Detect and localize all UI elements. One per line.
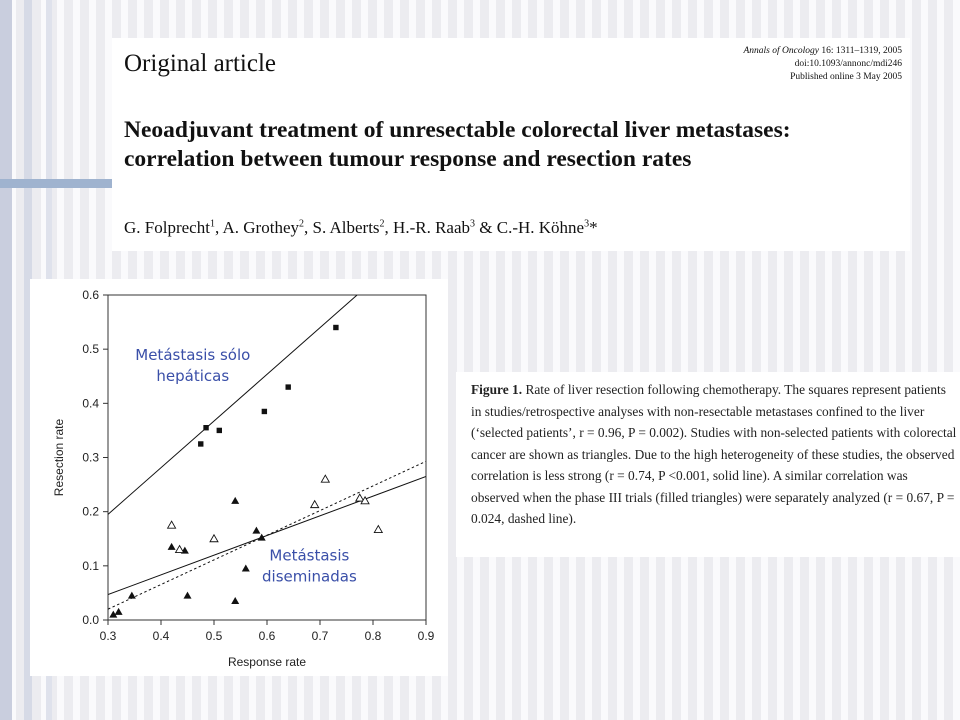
author-separator: , bbox=[303, 218, 313, 237]
background-stripe bbox=[0, 0, 12, 720]
square-point bbox=[203, 425, 208, 430]
y-tick-label: 0.4 bbox=[82, 396, 99, 411]
y-axis-label: Resection rate bbox=[52, 418, 66, 497]
y-tick-label: 0.1 bbox=[82, 558, 99, 573]
fit-line-phase-iii bbox=[108, 461, 426, 609]
published-date: Published online 3 May 2005 bbox=[790, 72, 902, 82]
journal-name: Annals of Oncology bbox=[743, 46, 819, 56]
open-triangle-point bbox=[374, 526, 382, 533]
author-separator: , bbox=[384, 218, 394, 237]
filled-triangle-point bbox=[258, 534, 266, 541]
filled-triangle-point bbox=[168, 543, 176, 550]
open-triangle-point bbox=[311, 501, 319, 508]
open-triangle-point bbox=[176, 546, 184, 553]
figure-caption bbox=[456, 372, 960, 557]
author-list bbox=[124, 218, 598, 238]
y-tick-label: 0.0 bbox=[82, 613, 99, 627]
filled-triangle-point bbox=[184, 592, 192, 599]
x-tick-label: 0.7 bbox=[311, 629, 329, 643]
article-header bbox=[112, 38, 910, 251]
open-triangle-point bbox=[168, 521, 176, 528]
author-name: H.-R. Raab bbox=[393, 218, 471, 237]
square-point bbox=[198, 441, 203, 446]
caption-body: Rate of liver resection following chemotherapy. The squares represent patients in studies/retrospective analyses with non-resectable metastases confined to the liver (‘selected patients’, r = 0.96, P = 0.002). Studies with non-selected patients with colorectal cancer are shown as triangles. Due to the high heterogeneity of these studies, the observed correlation is less strong (r = 0.74, P <0.001, solid line). A similar correlation was observed when the phase III trials (filled triangles) were separately analyzed (r = 0.67, P = 0.024, dashed line). bbox=[471, 382, 957, 526]
x-tick-label: 0.9 bbox=[417, 629, 435, 643]
journal-volume: 16: 1311–1319, 2005 bbox=[818, 46, 902, 56]
journal-line bbox=[743, 45, 902, 58]
x-tick-label: 0.6 bbox=[258, 629, 276, 643]
open-triangle-point bbox=[210, 535, 218, 542]
author-separator: , bbox=[214, 218, 223, 237]
author-name: S. Alberts bbox=[312, 218, 380, 237]
doi: doi:10.1093/annonc/mdi246 bbox=[794, 59, 902, 69]
scatter-chart bbox=[30, 279, 448, 676]
filled-triangle-point bbox=[231, 597, 239, 604]
y-tick-label: 0.3 bbox=[82, 450, 99, 465]
caption-text bbox=[471, 379, 959, 530]
x-tick-label: 0.3 bbox=[99, 629, 117, 643]
author-affiliation: 1 bbox=[209, 218, 215, 230]
square-point bbox=[333, 325, 338, 330]
section-label: Original article bbox=[124, 50, 277, 77]
caption-label: Figure 1. bbox=[471, 382, 523, 397]
annotation-label: hepáticas bbox=[156, 367, 230, 385]
filled-triangle-point bbox=[252, 527, 260, 534]
filled-triangle-point bbox=[128, 592, 136, 599]
x-tick-label: 0.8 bbox=[364, 629, 382, 643]
y-tick-label: 0.2 bbox=[82, 504, 99, 519]
x-axis-label: Response rate bbox=[227, 655, 307, 669]
article-title: Neoadjuvant treatment of unresectable colorectal liver metastases: correlation between tumour response and resection rates bbox=[124, 117, 791, 172]
author-affiliation: 3 bbox=[470, 218, 476, 230]
square-point bbox=[217, 428, 222, 433]
annotation-label: Metástasis bbox=[269, 546, 350, 565]
accent-line bbox=[0, 179, 112, 188]
citation-block bbox=[743, 45, 902, 84]
chart-panel bbox=[30, 279, 448, 676]
author-affiliation: 3 bbox=[584, 218, 590, 230]
author-name: A. Grothey bbox=[222, 218, 299, 237]
annotation-label: Metástasis sólo bbox=[135, 346, 251, 364]
x-tick-label: 0.4 bbox=[152, 629, 170, 643]
author-affiliation: 2 bbox=[379, 218, 385, 230]
filled-triangle-point bbox=[242, 565, 250, 572]
author-name: G. Folprecht bbox=[124, 218, 210, 237]
author-name: C.-H. Köhne bbox=[496, 218, 585, 237]
y-tick-label: 0.5 bbox=[82, 342, 99, 357]
fit-line-selected bbox=[108, 295, 357, 514]
square-point bbox=[262, 409, 267, 414]
annotation-label: diseminadas bbox=[262, 567, 357, 586]
x-tick-label: 0.5 bbox=[205, 629, 223, 643]
filled-triangle-point bbox=[231, 497, 239, 504]
y-tick-label: 0.6 bbox=[82, 288, 99, 302]
author-separator: & bbox=[475, 218, 497, 237]
square-point bbox=[286, 384, 291, 389]
open-triangle-point bbox=[321, 475, 329, 482]
author-affiliation: 2 bbox=[298, 218, 304, 230]
open-triangle-point bbox=[356, 494, 364, 501]
filled-triangle-point bbox=[115, 608, 123, 615]
author-separator: * bbox=[589, 218, 598, 237]
